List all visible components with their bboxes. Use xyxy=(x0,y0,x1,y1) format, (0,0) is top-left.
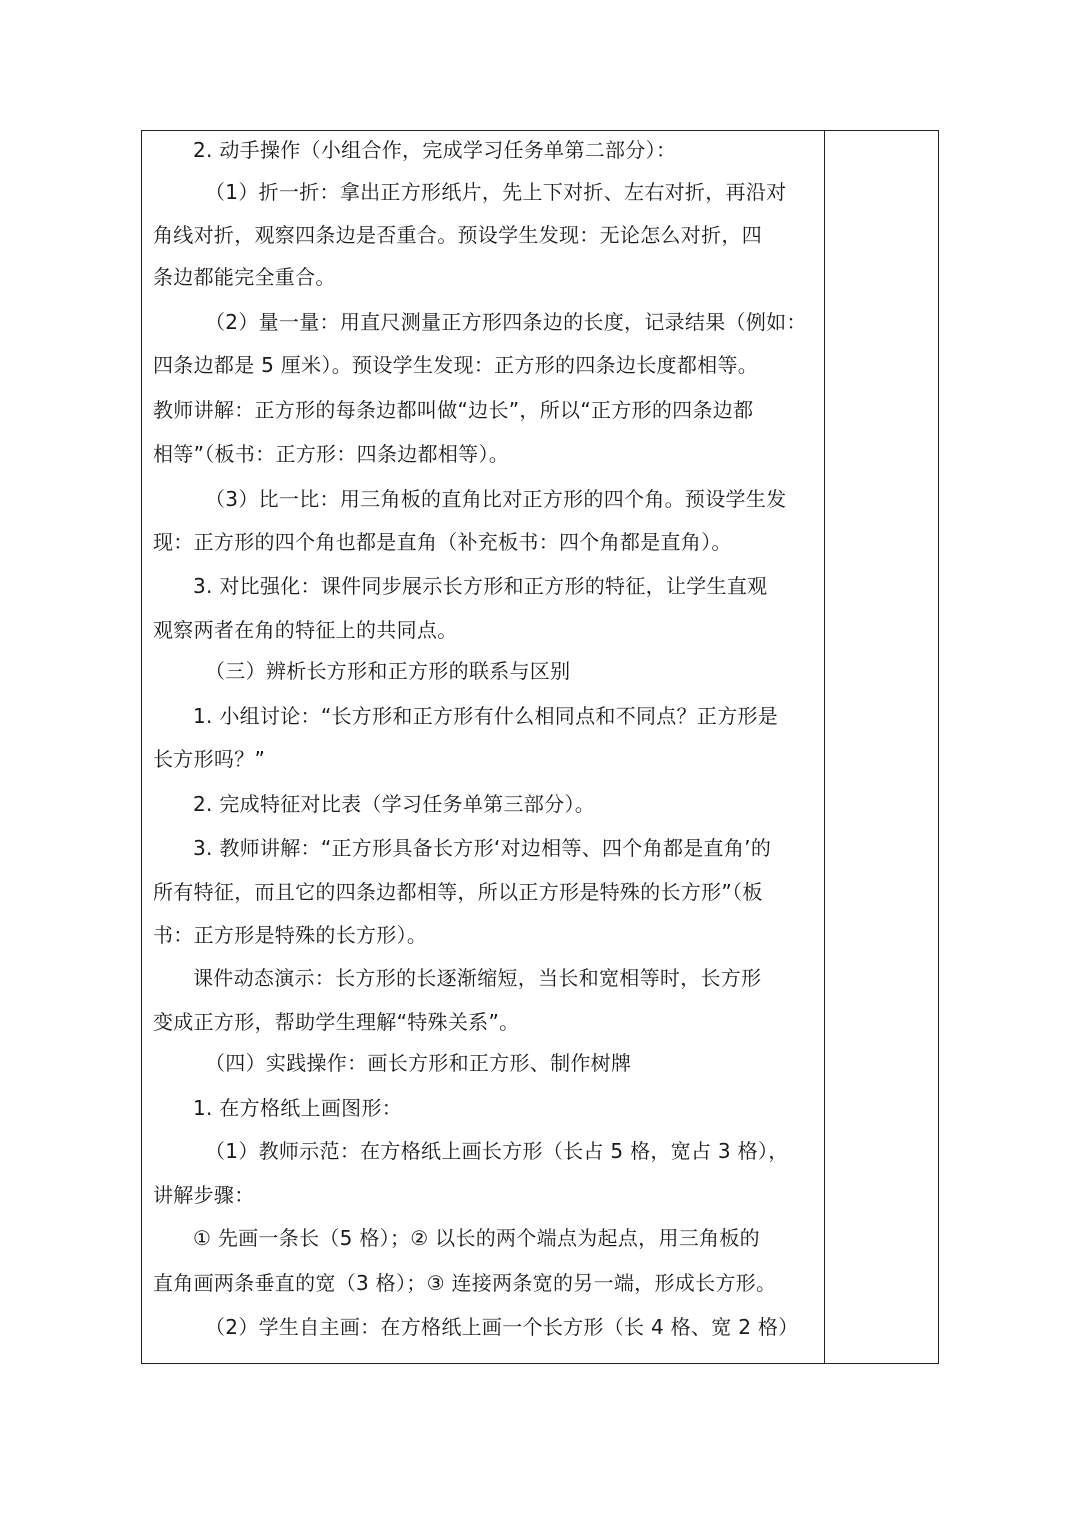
text-line: 书：正方形是特殊的长方形）。 xyxy=(153,923,428,947)
text-line: 条边都能完全重合。 xyxy=(153,265,336,289)
text-line: 相等”（板书：正方形：四条边都相等）。 xyxy=(153,442,510,466)
text-line: 课件动态演示：长方形的长逐渐缩短，当长和宽相等时，长方形 xyxy=(193,966,762,990)
text-line: ① 先画一条长（5 格）；② 以长的两个端点为起点，用三角板的 xyxy=(193,1226,760,1250)
text-line: 所有特征，而且它的四条边都相等，所以正方形是特殊的长方形”（板 xyxy=(153,880,763,904)
text-line: 长方形吗？” xyxy=(153,747,266,771)
section-heading: （三）辨析长方形和正方形的联系与区别 xyxy=(205,659,571,683)
text-line: 角线对折，观察四条边是否重合。预设学生发现：无论怎么对折，四 xyxy=(153,223,762,247)
section-heading: （四）实践操作：画长方形和正方形、制作树牌 xyxy=(205,1051,632,1075)
text-line: 1. 小组讨论：“长方形和正方形有什么相同点和不同点？正方形是 xyxy=(193,704,779,728)
text-line: 观察两者在角的特征上的共同点。 xyxy=(153,618,458,642)
text-line: 1. 在方格纸上画图形： xyxy=(193,1096,403,1120)
text-line: 讲解步骤： xyxy=(153,1183,255,1207)
lesson-table xyxy=(141,130,939,1364)
text-line: 3. 教师讲解：“正方形具备长方形‘对边相等、四个角都是直角’的 xyxy=(193,836,772,860)
text-line: 教师讲解：正方形的每条边都叫做“边长”，所以“正方形的四条边都 xyxy=(153,398,754,422)
column-divider xyxy=(824,131,825,1363)
text-line: （2）量一量：用直尺测量正方形四条边的长度，记录结果（例如： xyxy=(205,310,807,334)
notes-cell xyxy=(826,131,938,1363)
text-line: 直角画两条垂直的宽（3 格）；③ 连接两条宽的另一端，形成长方形。 xyxy=(153,1271,777,1295)
text-line: 2. 完成特征对比表（学习任务单第三部分）。 xyxy=(193,792,596,816)
text-line: 现：正方形的四个角也都是直角（补充板书：四个角都是直角）。 xyxy=(153,530,732,554)
text-line: （1）折一折：拿出正方形纸片，先上下对折、左右对折，再沿对 xyxy=(205,180,787,204)
text-line: 四条边都是 5 厘米）。预设学生发现：正方形的四条边长度都相等。 xyxy=(153,353,759,377)
text-line: 变成正方形，帮助学生理解“特殊关系”。 xyxy=(153,1010,520,1034)
text-line: （2）学生自主画：在方格纸上画一个长方形（长 4 格、宽 2 格） xyxy=(205,1315,799,1339)
text-line: 3. 对比强化：课件同步展示长方形和正方形的特征，让学生直观 xyxy=(193,574,768,598)
text-line: 2. 动手操作（小组合作，完成学习任务单第二部分）： xyxy=(193,138,677,162)
text-line: （1）教师示范：在方格纸上画长方形（长占 5 格，宽占 3 格）， xyxy=(205,1139,789,1163)
text-line: （3）比一比：用三角板的直角比对正方形的四个角。预设学生发 xyxy=(205,487,787,511)
